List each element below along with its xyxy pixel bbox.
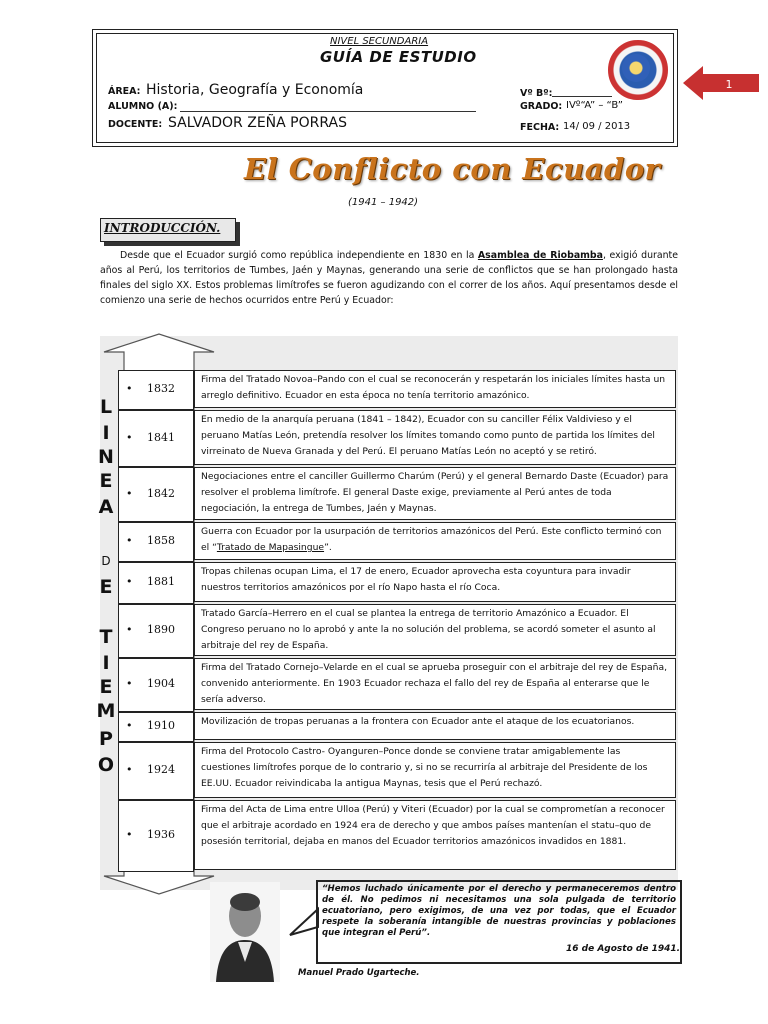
vb-line — [552, 96, 612, 97]
timeline-year-box — [118, 467, 194, 522]
quote-text: “Hemos luchado únicamente por el derecho y permaneceremos dentro de él. No pedimos ni necesitamos una sola pulgada de territorio ecuatoriano, pero exigimos, de una vez por todas, que el Ecuador respete la soberanía intangible de nuestras provincias y poblaciones que integran el Perú”. — [322, 884, 676, 938]
period-years: (1941 – 1942) — [348, 197, 419, 208]
timeline-letter: O — [97, 754, 115, 776]
docente-value: SALVADOR ZEÑA PORRAS — [168, 115, 347, 131]
alumno-line — [180, 111, 476, 112]
timeline-letter: D — [101, 554, 111, 568]
bullet: • — [126, 623, 133, 636]
page-arrow-icon — [683, 66, 759, 100]
timeline-letter: E — [99, 470, 113, 492]
portrait-photo — [210, 882, 280, 982]
bullet: • — [126, 719, 133, 732]
timeline-event-text: Firma del Tratado Cornejo–Velarde en el cual se aprueba proseguir con el arbitraje del rey de España, convenido anteriormente. En 1903 Ecuador rechaza el fallo del rey de España al enterarse que le sería adverso. — [194, 658, 676, 710]
timeline-year: 1881 — [147, 575, 175, 588]
timeline-year-box — [118, 562, 194, 604]
timeline-event-text: Firma del Tratado Novoa–Pando con el cual se reconocerán y respetarán los iniciales límites hasta un arreglo definitivo. Ecuador en esta época no tenía territorio amazónico. — [194, 370, 676, 408]
timeline-letter: E — [99, 576, 113, 598]
grado-label: GRADO: — [520, 101, 563, 112]
timeline-year-box — [118, 370, 194, 410]
timeline-event-text: Guerra con Ecuador por la usurpación de territorios amazónicos del Perú. Este conflicto terminó con el “Tratado de Mapasingue”. — [194, 522, 676, 560]
area-value: Historia, Geografía y Economía — [146, 82, 364, 98]
timeline-event-text: Movilización de tropas peruanas a la frontera con Ecuador ante el ataque de los ecuatorianos. — [194, 712, 676, 740]
alumno-label: ALUMNO (A): — [108, 101, 178, 112]
timeline-year-box — [118, 742, 194, 800]
timeline-year: 1910 — [147, 719, 175, 732]
bullet: • — [126, 677, 133, 690]
bullet: • — [126, 430, 133, 444]
timeline-year: 1936 — [147, 828, 175, 841]
timeline-event-text: En medio de la anarquía peruana (1841 – 1842), Ecuador con su canciller Félix Valdivieso y el peruano Matías León, pretendía resolver los límites tomando como punto de partida los límites del virreinato de Nueva Granada y del Perú. El peruano Matías León no aceptó y se retiró. — [194, 410, 676, 465]
fecha-value: 14/ 09 / 2013 — [563, 121, 631, 132]
timeline-year: 1858 — [147, 534, 175, 547]
timeline-year: 1924 — [147, 763, 175, 776]
timeline-letter: E — [99, 676, 113, 698]
timeline-year-box — [118, 800, 194, 872]
treaty-name: Tratado de Mapasingue — [216, 542, 325, 553]
quote-date: 16 de Agosto de 1941. — [566, 944, 681, 954]
timeline-year: 1832 — [147, 382, 175, 395]
timeline-letter: I — [102, 652, 110, 674]
timeline-letter: M — [96, 700, 116, 722]
timeline-event-text: Tratado García–Herrero en el cual se plantea la entrega de territorio Amazónico a Ecuador. El Congreso peruano no lo aprobó y ante la no solución del problema, se acordó someter el asunto al arbitraje del rey de España. — [194, 604, 676, 656]
timeline-year: 1904 — [147, 677, 175, 690]
timeline-event-text: Firma del Acta de Lima entre Ulloa (Perú) y Viteri (Ecuador) por la cual se comprometían a reconocer que el arbitraje acordado en 1924 era de derecho y que ambos países mantenían el statu–quo de posesión territorial, dejaba en manos del Ecuador territorios amazónicos invadidos en 1881. — [194, 800, 676, 870]
bullet: • — [126, 828, 133, 841]
timeline-letter: P — [99, 728, 113, 750]
riobamba-link-text: Asamblea de Riobamba — [477, 250, 603, 261]
seal-emblem-icon — [622, 54, 650, 82]
intro-label: INTRODUCCIÓN. — [104, 221, 221, 235]
timeline-letter: I — [102, 422, 110, 444]
timeline-year: 1842 — [147, 486, 175, 500]
intro-text: Desde que el Ecuador surgió como república independiente en 1830 en la Asamblea de Riobamba, exigió durante años al Perú, los territorios de Tumbes, Jaén y Maynas, generando una serie de conflictos que se han prolongado hasta finales del siglo XX. Estos problemas limítrofes se fueron agudizando con el correr de los años. Aquí presentamos desde el comienzo una serie de hechos ocurridos entre Perú y Ecuador: — [100, 250, 678, 306]
level-label: NIVEL SECUNDARIA — [330, 36, 429, 47]
bullet: • — [126, 486, 133, 500]
timeline-year: 1841 — [147, 430, 175, 444]
timeline-year-box — [118, 522, 194, 562]
timeline-event-text: Firma del Protocolo Castro- Oyanguren–Ponce donde se conviene tratar amigablemente las cuestiones limítrofes porque de lo contrario y, si no se recurriría al arbitraje del Presidente de los EE.UU. Ecuador reivindicaba la antigua Maynas, tesis que el Perú rechazó. — [194, 742, 676, 798]
bullet: • — [126, 382, 133, 395]
timeline-letter: A — [98, 496, 114, 518]
timeline-event-text: Tropas chilenas ocupan Lima, el 17 de enero, Ecuador aprovecha esta coyuntura para invadir nuestros territorios amazónicos por el río Napo hasta el río Coca. — [194, 562, 676, 602]
timeline-year: 1890 — [147, 623, 175, 636]
grado-value: IVº“A” – “B” — [566, 100, 623, 111]
timeline-year-box — [118, 658, 194, 712]
timeline-year-box — [118, 410, 194, 467]
bullet: • — [126, 763, 133, 776]
guide-title: GUÍA DE ESTUDIO — [320, 48, 477, 66]
timeline-year-box — [118, 712, 194, 742]
main-title: El Conflicto con Ecuador — [244, 152, 661, 186]
bullet: • — [126, 534, 133, 547]
timeline-year-box — [118, 604, 194, 658]
docente-label: DOCENTE: — [108, 119, 163, 130]
vb-label: Vº Bº: — [520, 88, 553, 99]
area-label: ÁREA: — [108, 86, 141, 97]
bullet: • — [126, 575, 133, 588]
timeline-letter: N — [98, 446, 114, 468]
fecha-label: FECHA: — [520, 122, 560, 133]
page-badge: 1 — [725, 78, 733, 91]
timeline-letter: T — [99, 626, 113, 648]
timeline-event-text: Negociaciones entre el canciller Guillermo Charúm (Perú) y el general Bernardo Daste (Ecuador) para resolver el problema limítrofe. El general Daste exige, previamente al Perú antes de toda negociación, la entrega de Tumbes, Jaén y Maynas. — [194, 467, 676, 520]
timeline-letter: L — [99, 396, 113, 418]
portrait-caption: Manuel Prado Ugarteche. — [298, 968, 420, 978]
